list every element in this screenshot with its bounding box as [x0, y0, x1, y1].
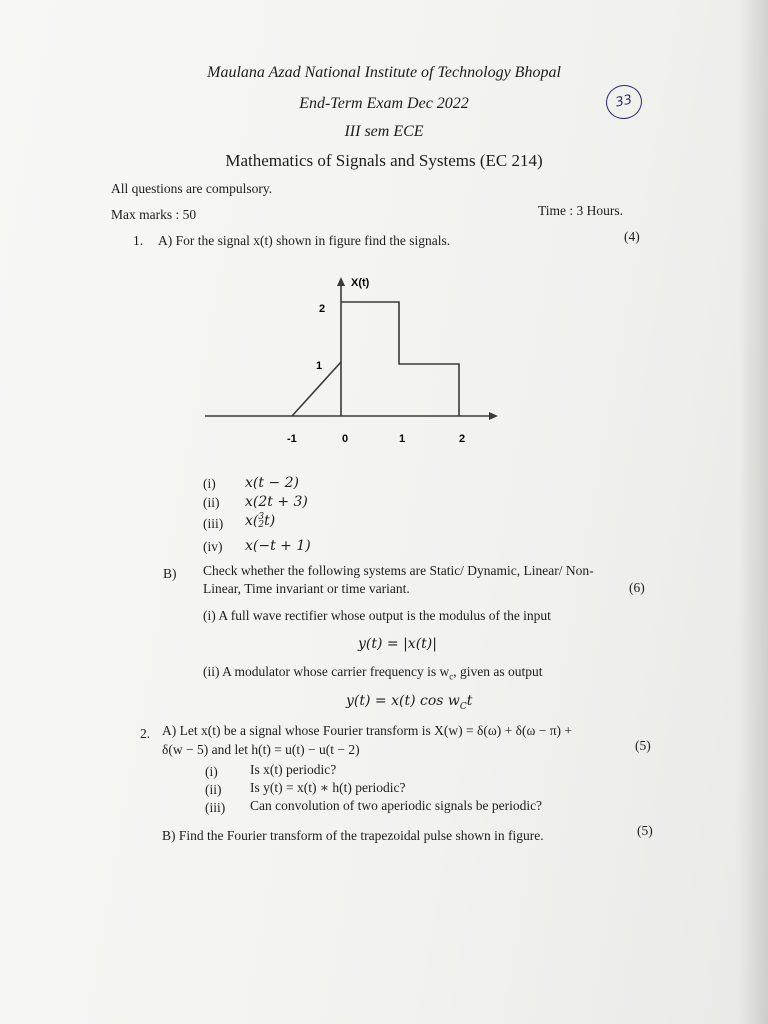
system2-equation: y(t) = x(t) $\cos w_Ct$ [346, 693, 473, 712]
x-tick-label: -1 [287, 433, 297, 445]
signal-step-segments [341, 302, 459, 416]
q1-item-label: (iii) [203, 516, 224, 531]
q1-item-label: (ii) [203, 495, 220, 510]
exam-title: End-Term Exam Dec 2022 [299, 95, 469, 112]
system2-description: (ii) A modulator whose carrier frequency is $w_c$, given as output [203, 664, 543, 682]
q2-item-label: (iii) [205, 800, 226, 815]
y-tick-label: 2 [319, 303, 326, 315]
y-tick-label: 1 [316, 360, 323, 372]
instruction-compulsory: All questions are compulsory. [111, 181, 273, 196]
q2-item-text: Is y(t) = x(t) ∗ h(t) periodic? [250, 780, 406, 795]
q2-number: 2. [140, 726, 151, 741]
q2-item-text: Can convolution of two aperiodic signals be periodic? [250, 798, 543, 813]
max-marks: Max marks : 50 [111, 207, 197, 222]
time-allowed: Time : 3 Hours. [538, 203, 624, 218]
subject-title: Mathematics of Signals and Systems (EC 214) [225, 151, 543, 170]
q1a-marks: (4) [624, 229, 640, 244]
q2b-text: B) Find the Fourier transform of the trapezoidal pulse shown in figure. [162, 828, 544, 843]
q1-item-label: (iv) [203, 539, 223, 554]
institute-name: Maulana Azad National Institute of Technology Bhopal [207, 64, 561, 81]
y-axis-arrow-icon [337, 277, 345, 286]
system1-equation: y(t) = |x(t)| [358, 636, 437, 652]
system1-description: (i) A full wave rectifier whose output is the modulus of the input [203, 608, 551, 623]
q2-item-text: Is x(t) periodic? [250, 762, 337, 777]
q1b-marks: (6) [629, 580, 645, 595]
q2b-marks: (5) [637, 823, 653, 838]
q1b-label: B) [163, 566, 177, 581]
q2a-marks: (5) [635, 738, 651, 753]
q2-item-label: (i) [205, 764, 218, 779]
y-axis-label: X(t) [351, 277, 370, 289]
semester-line: III sem ECE [344, 123, 424, 140]
q2-item-label: (ii) [205, 782, 222, 797]
x-axis-arrow-icon [489, 412, 498, 420]
x-tick-label: 2 [459, 433, 466, 445]
q1-item-expr: x(−t + 1) [245, 538, 311, 554]
q2a-text-line2: δ(w − 5) and let h(t) = u(t) − u(t − 2) [162, 742, 360, 757]
signal-figure [195, 268, 515, 458]
q1-number: 1. [133, 233, 144, 248]
handwritten-page-mark: 33 [603, 82, 645, 123]
q1-item-expr-fraction: x(3 2t) [245, 512, 276, 530]
q1-item-expr: x(2t + 3) [245, 494, 308, 510]
q2a-text-line1: A) Let x(t) be a signal whose Fourier transform is X(w) = δ(ω) + δ(ω − π) + [162, 723, 573, 738]
q1a-text: A) For the signal x(t) shown in figure find the signals. [158, 233, 451, 248]
q1b-text-line1: Check whether the following systems are Static/ Dynamic, Linear/ Non- [203, 563, 594, 578]
x-tick-label: 0 [342, 433, 349, 445]
q1-item-label: (i) [203, 476, 216, 491]
q1b-text-line2: Linear, Time invariant or time variant. [203, 581, 410, 596]
q1-item-expr: x(t − 2) [245, 475, 299, 491]
x-tick-label: 1 [399, 433, 406, 445]
